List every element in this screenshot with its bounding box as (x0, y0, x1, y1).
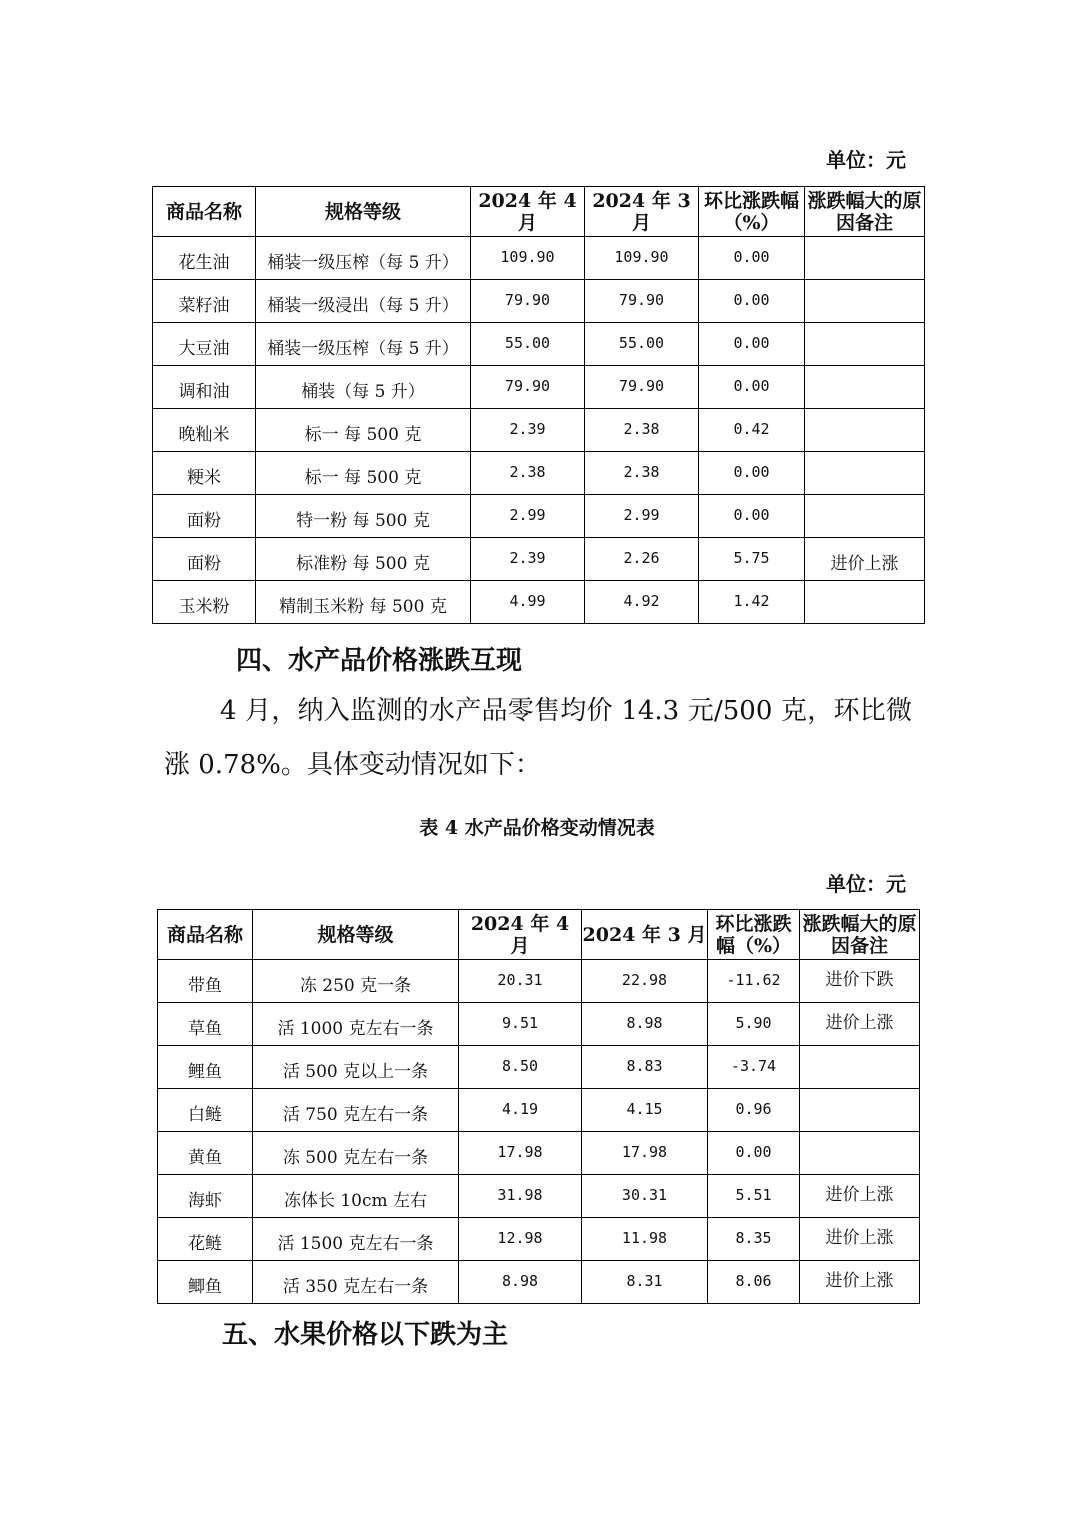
spec-cell: 标准粉 每 500 克 (256, 538, 471, 581)
spec-cell: 特一粉 每 500 克 (256, 495, 471, 538)
mom-change-cell: 5.51 (708, 1175, 800, 1218)
march-price-cell: 79.90 (585, 280, 699, 323)
product-name-cell: 黄鱼 (158, 1132, 253, 1175)
table-row (153, 452, 925, 495)
product-name-cell: 花生油 (153, 237, 256, 280)
march-price-cell: 8.98 (582, 1003, 708, 1046)
header-apr: 2024 年 4 月 (459, 910, 582, 960)
mom-change-cell: 0.00 (699, 452, 805, 495)
mom-change-cell: 0.00 (699, 237, 805, 280)
product-name-cell: 白鲢 (158, 1089, 253, 1132)
table-row (158, 1089, 920, 1132)
april-price-cell: 2.99 (471, 495, 585, 538)
header-name: 商品名称 (158, 910, 253, 960)
remark-cell (805, 366, 925, 409)
remark-cell (805, 409, 925, 452)
april-price-cell: 12.98 (459, 1218, 582, 1261)
unit-label: 单位：元 (826, 872, 906, 896)
march-price-cell: 2.38 (585, 409, 699, 452)
march-price-cell: 22.98 (582, 960, 708, 1003)
march-price-cell: 2.38 (585, 452, 699, 495)
remark-cell: 进价上涨 (800, 1003, 920, 1046)
header-change: 环比涨跌幅（%） (699, 187, 805, 237)
april-price-cell: 31.98 (459, 1175, 582, 1218)
spec-cell: 冻 500 克左右一条 (253, 1132, 459, 1175)
remark-cell (805, 581, 925, 624)
table-row (158, 1046, 920, 1089)
section-4-heading: 四、水产品价格涨跌互现 (236, 646, 523, 676)
april-price-cell: 79.90 (471, 366, 585, 409)
spec-cell: 冻 250 克一条 (253, 960, 459, 1003)
remark-cell (805, 452, 925, 495)
april-price-cell: 109.90 (471, 237, 585, 280)
april-price-cell: 17.98 (459, 1132, 582, 1175)
table-row (153, 280, 925, 323)
product-name-cell: 海虾 (158, 1175, 253, 1218)
section-4-paragraph: 4 月，纳入监测的水产品零售均价 14.3 元/500 克，环比微涨 0.78%。具体变动情况如下： (164, 696, 912, 780)
product-name-cell: 调和油 (153, 366, 256, 409)
remark-cell (800, 1089, 920, 1132)
april-price-cell: 8.98 (459, 1261, 582, 1304)
header-note: 涨跌幅大的原因备注 (805, 187, 925, 237)
table-row (158, 1175, 920, 1218)
remark-cell: 进价下跌 (800, 960, 920, 1003)
table-row (153, 538, 925, 581)
header-apr: 2024 年 4 月 (471, 187, 585, 237)
mom-change-cell: 5.75 (699, 538, 805, 581)
march-price-cell: 4.15 (582, 1089, 708, 1132)
april-price-cell: 2.39 (471, 538, 585, 581)
grain-oil-price-table (152, 186, 925, 624)
spec-cell: 标一 每 500 克 (256, 452, 471, 495)
april-price-cell: 9.51 (459, 1003, 582, 1046)
product-name-cell: 大豆油 (153, 323, 256, 366)
spec-cell: 桶装（每 5 升） (256, 366, 471, 409)
april-price-cell: 2.38 (471, 452, 585, 495)
product-name-cell: 鲤鱼 (158, 1046, 253, 1089)
spec-cell: 活 350 克左右一条 (253, 1261, 459, 1304)
mom-change-cell: 0.42 (699, 409, 805, 452)
remark-cell: 进价上涨 (800, 1218, 920, 1261)
march-price-cell: 11.98 (582, 1218, 708, 1261)
april-price-cell: 79.90 (471, 280, 585, 323)
april-price-cell: 20.31 (459, 960, 582, 1003)
april-price-cell: 4.99 (471, 581, 585, 624)
march-price-cell: 2.99 (585, 495, 699, 538)
header-note: 涨跌幅大的原因备注 (800, 910, 920, 960)
mom-change-cell: 0.00 (699, 323, 805, 366)
april-price-cell: 2.39 (471, 409, 585, 452)
march-price-cell: 79.90 (585, 366, 699, 409)
table-row (153, 366, 925, 409)
mom-change-cell: 0.00 (699, 280, 805, 323)
header-mar: 2024 年 3 月 (585, 187, 699, 237)
mom-change-cell: 0.00 (708, 1132, 800, 1175)
table-header-row (153, 187, 925, 237)
table-row (158, 1218, 920, 1261)
table-row (158, 960, 920, 1003)
header-mar: 2024 年 3 月 (582, 910, 708, 960)
product-name-cell: 鲫鱼 (158, 1261, 253, 1304)
mom-change-cell: 0.96 (708, 1089, 800, 1132)
mom-change-cell: 0.00 (699, 495, 805, 538)
april-price-cell: 8.50 (459, 1046, 582, 1089)
product-name-cell: 玉米粉 (153, 581, 256, 624)
section-5-heading: 五、水果价格以下跌为主 (222, 1320, 509, 1350)
product-name-cell: 晚籼米 (153, 409, 256, 452)
spec-cell: 活 500 克以上一条 (253, 1046, 459, 1089)
april-price-cell: 4.19 (459, 1089, 582, 1132)
table-row (153, 237, 925, 280)
table-caption: 表 4 水产品价格变动情况表 (419, 817, 655, 839)
product-name-cell: 花鲢 (158, 1218, 253, 1261)
remark-cell: 进价上涨 (805, 538, 925, 581)
mom-change-cell: -11.62 (708, 960, 800, 1003)
table-row (158, 1132, 920, 1175)
product-name-cell: 粳米 (153, 452, 256, 495)
table-row (153, 409, 925, 452)
march-price-cell: 55.00 (585, 323, 699, 366)
header-spec: 规格等级 (253, 910, 459, 960)
spec-cell: 活 1500 克左右一条 (253, 1218, 459, 1261)
table-row (153, 323, 925, 366)
march-price-cell: 4.92 (585, 581, 699, 624)
product-name-cell: 面粉 (153, 495, 256, 538)
unit-label: 单位：元 (826, 148, 906, 172)
spec-cell: 标一 每 500 克 (256, 409, 471, 452)
spec-cell: 桶装一级压榨（每 5 升） (256, 237, 471, 280)
spec-cell: 冻体长 10cm 左右 (253, 1175, 459, 1218)
remark-cell (800, 1132, 920, 1175)
aquatic-price-table (157, 909, 920, 1304)
header-name: 商品名称 (153, 187, 256, 237)
march-price-cell: 2.26 (585, 538, 699, 581)
mom-change-cell: 8.35 (708, 1218, 800, 1261)
remark-cell (805, 237, 925, 280)
remark-cell (805, 280, 925, 323)
spec-cell: 桶装一级压榨（每 5 升） (256, 323, 471, 366)
spec-cell: 精制玉米粉 每 500 克 (256, 581, 471, 624)
remark-cell: 进价上涨 (800, 1175, 920, 1218)
remark-cell (800, 1046, 920, 1089)
table-row (158, 1003, 920, 1046)
remark-cell (805, 323, 925, 366)
mom-change-cell: -3.74 (708, 1046, 800, 1089)
mom-change-cell: 0.00 (699, 366, 805, 409)
header-spec: 规格等级 (256, 187, 471, 237)
april-price-cell: 55.00 (471, 323, 585, 366)
table-row (153, 495, 925, 538)
spec-cell: 活 1000 克左右一条 (253, 1003, 459, 1046)
table-header-row (158, 910, 920, 960)
table-row (158, 1261, 920, 1304)
spec-cell: 活 750 克左右一条 (253, 1089, 459, 1132)
product-name-cell: 带鱼 (158, 960, 253, 1003)
march-price-cell: 8.31 (582, 1261, 708, 1304)
product-name-cell: 菜籽油 (153, 280, 256, 323)
product-name-cell: 面粉 (153, 538, 256, 581)
march-price-cell: 30.31 (582, 1175, 708, 1218)
product-name-cell: 草鱼 (158, 1003, 253, 1046)
march-price-cell: 109.90 (585, 237, 699, 280)
spec-cell: 桶装一级浸出（每 5 升） (256, 280, 471, 323)
remark-cell: 进价上涨 (800, 1261, 920, 1304)
mom-change-cell: 8.06 (708, 1261, 800, 1304)
remark-cell (805, 495, 925, 538)
mom-change-cell: 1.42 (699, 581, 805, 624)
table-row (153, 581, 925, 624)
mom-change-cell: 5.90 (708, 1003, 800, 1046)
header-change: 环比涨跌幅（%） (708, 910, 800, 960)
march-price-cell: 8.83 (582, 1046, 708, 1089)
march-price-cell: 17.98 (582, 1132, 708, 1175)
